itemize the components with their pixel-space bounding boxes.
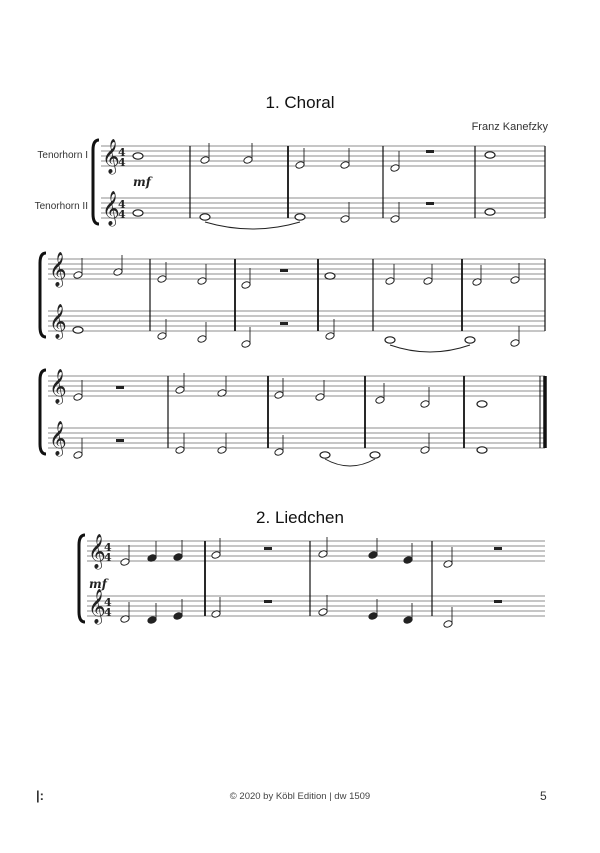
half-rest-icon (426, 202, 434, 205)
note-head (217, 446, 227, 455)
note-head (274, 391, 284, 400)
whole-note (477, 401, 487, 407)
note-head (325, 332, 335, 341)
dynamic-mf-choral: mf (133, 175, 151, 189)
note-head (423, 277, 433, 286)
note-head (120, 558, 130, 567)
time-signature-icon: 4 (118, 156, 126, 169)
half-rest-icon (426, 150, 434, 153)
note-head (375, 396, 385, 405)
whole-note (485, 152, 495, 158)
note-head (368, 612, 378, 621)
piece-title-liedchen: 2. Liedchen (256, 508, 344, 527)
treble-clef-icon: 𝄞 (102, 191, 120, 226)
note-head (340, 161, 350, 170)
time-signature-icon: 4 (104, 606, 112, 619)
treble-clef-icon: 𝄞 (49, 369, 67, 404)
time-signature-icon: 4 (104, 596, 112, 609)
repeat-sign-icon: |: (36, 788, 44, 803)
note-head (241, 340, 251, 349)
half-rest-icon (116, 386, 124, 389)
instrument-label-tenorhorn-2: Tenorhorn II (34, 201, 88, 212)
note-head (173, 612, 183, 621)
note-head (73, 393, 83, 402)
tie-arc (205, 222, 300, 229)
note-head (420, 400, 430, 409)
time-signature-icon: 4 (104, 541, 112, 554)
instrument-label-tenorhorn-1: Tenorhorn I (37, 150, 88, 161)
treble-clef-icon: 𝄞 (49, 421, 67, 456)
staff-systems (40, 139, 545, 628)
note-head (241, 281, 251, 290)
system-bracket (40, 370, 46, 454)
whole-note (73, 327, 83, 333)
whole-note (295, 214, 305, 220)
note-head (73, 271, 83, 280)
note-head (385, 277, 395, 286)
whole-note (485, 209, 495, 215)
dynamic-mf-liedchen: mf (89, 577, 107, 591)
piece-title-choral: 1. Choral (265, 93, 335, 112)
note-head (295, 161, 305, 170)
whole-note (133, 210, 143, 216)
note-head (390, 164, 400, 173)
treble-clef-icon: 𝄞 (49, 252, 67, 287)
time-signature-icon: 4 (118, 198, 126, 211)
note-head (197, 335, 207, 344)
note-head (200, 156, 210, 165)
tie-arc (390, 345, 470, 352)
half-rest-icon (280, 269, 288, 272)
treble-clef-icon: 𝄞 (88, 589, 106, 624)
system-bracket (79, 535, 85, 622)
note-head (175, 386, 185, 395)
note-head (147, 616, 157, 625)
system-bracket (93, 140, 99, 224)
note-head (403, 616, 413, 625)
note-head (443, 620, 453, 629)
whole-note (370, 452, 380, 458)
note-head (510, 339, 520, 348)
note-head (175, 446, 185, 455)
note-head (211, 551, 221, 560)
whole-note (200, 214, 210, 220)
note-head (403, 556, 413, 565)
note-head (274, 448, 284, 457)
note-head (510, 276, 520, 285)
whole-note (477, 447, 487, 453)
note-head (157, 275, 167, 284)
copyright-footer: © 2020 by Köbl Edition | dw 1509 (229, 791, 371, 802)
composer-name: Franz Kanefzky (471, 121, 548, 133)
note-head (390, 215, 400, 224)
treble-clef-icon: 𝄞 (102, 139, 120, 174)
system-bracket (40, 253, 46, 337)
note-head (243, 156, 253, 165)
time-signature-icon: 4 (118, 208, 126, 221)
time-signature-icon: 4 (118, 146, 126, 159)
note-head (318, 608, 328, 617)
page-number: 5 (540, 789, 547, 803)
time-signature-icon: 4 (104, 551, 112, 564)
treble-clef-icon: 𝄞 (88, 534, 106, 569)
note-head (173, 553, 183, 562)
note-head (340, 215, 350, 224)
whole-note (465, 337, 475, 343)
note-head (368, 551, 378, 560)
whole-note (385, 337, 395, 343)
note-head (197, 277, 207, 286)
half-rest-icon (494, 600, 502, 603)
note-head (420, 446, 430, 455)
half-rest-icon (494, 547, 502, 550)
whole-note (325, 273, 335, 279)
note-head (157, 332, 167, 341)
whole-note (133, 153, 143, 159)
half-rest-icon (264, 547, 272, 550)
note-head (73, 451, 83, 460)
note-head (315, 393, 325, 402)
tie-arc (325, 459, 375, 466)
half-rest-icon (280, 322, 288, 325)
whole-note (320, 452, 330, 458)
half-rest-icon (264, 600, 272, 603)
half-rest-icon (116, 439, 124, 442)
treble-clef-icon: 𝄞 (49, 304, 67, 339)
